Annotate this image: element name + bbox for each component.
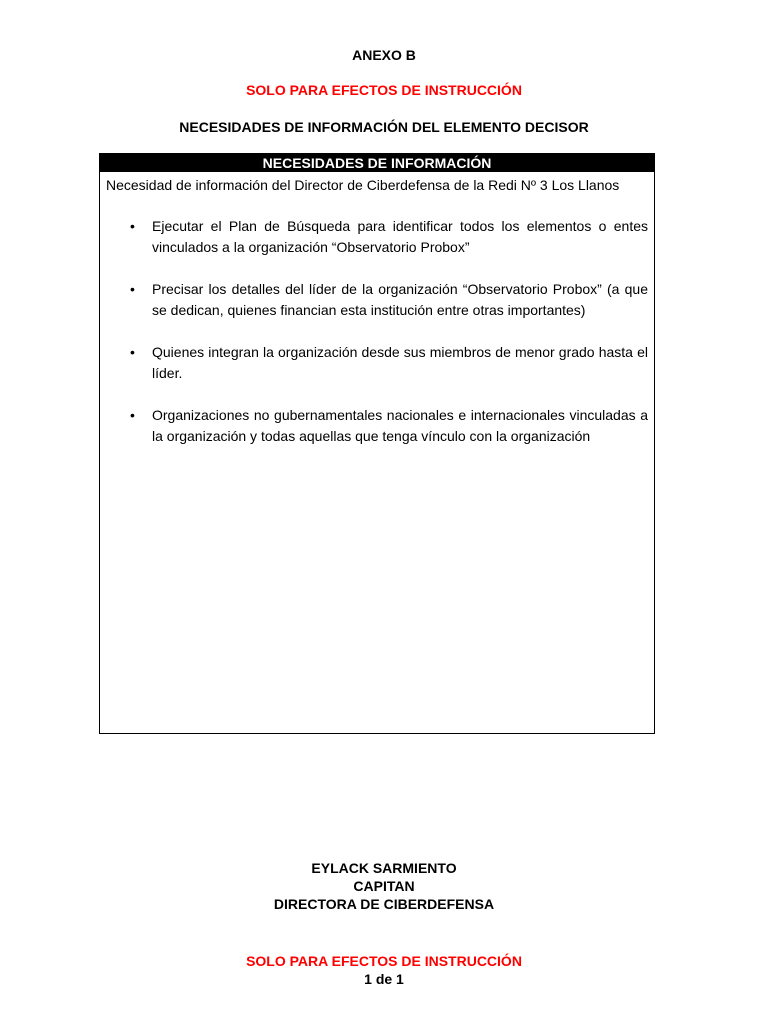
needs-list (106, 216, 648, 447)
list-item-text: Precisar los detalles del líder de la organización “Observatorio Probox” (a que se dedican, quienes financian esta institución entre otras importantes) (152, 281, 648, 318)
bullet-icon: • (130, 218, 135, 234)
bullet-icon: • (130, 344, 135, 360)
page-number: 1 de 1 (364, 971, 404, 987)
document-heading: NECESIDADES DE INFORMACIÓN DEL ELEMENTO DECISOR (179, 119, 589, 135)
bullet-icon: • (130, 407, 135, 423)
signer-rank: CAPITAN (353, 878, 415, 894)
signer-position: DIRECTORA DE CIBERDEFENSA (273, 896, 495, 912)
signer-name: EYLACK SARMIENTO (311, 860, 457, 876)
instruction-notice-bottom: SOLO PARA EFECTOS DE INSTRUCCIÓN (246, 953, 522, 969)
list-item (106, 342, 648, 384)
intro-text: Necesidad de información del Director de Ciberdefensa de la Redi Nº 3 Los Llanos (106, 177, 620, 193)
bullet-icon: • (130, 281, 135, 297)
list-item (106, 279, 648, 321)
instruction-notice-top: SOLO PARA EFECTOS DE INSTRUCCIÓN (246, 82, 522, 98)
list-item-text: Quienes integran la organización desde sus miembros de menor grado hasta el líder. (152, 344, 648, 381)
list-item-text: Ejecutar el Plan de Búsqueda para identificar todos los elementos o entes vinculados a la organización “Observatorio Probox” (152, 218, 648, 255)
annex-title: ANEXO B (352, 47, 416, 63)
table-header: NECESIDADES DE INFORMACIÓN (100, 154, 654, 172)
list-item (106, 216, 648, 258)
list-item (106, 405, 648, 447)
list-item-text: Organizaciones no gubernamentales nacionales e internacionales vinculadas a la organización y todas aquellas que tenga vínculo con la organización (152, 407, 648, 444)
table-body (100, 172, 654, 447)
information-needs-table (99, 153, 655, 734)
